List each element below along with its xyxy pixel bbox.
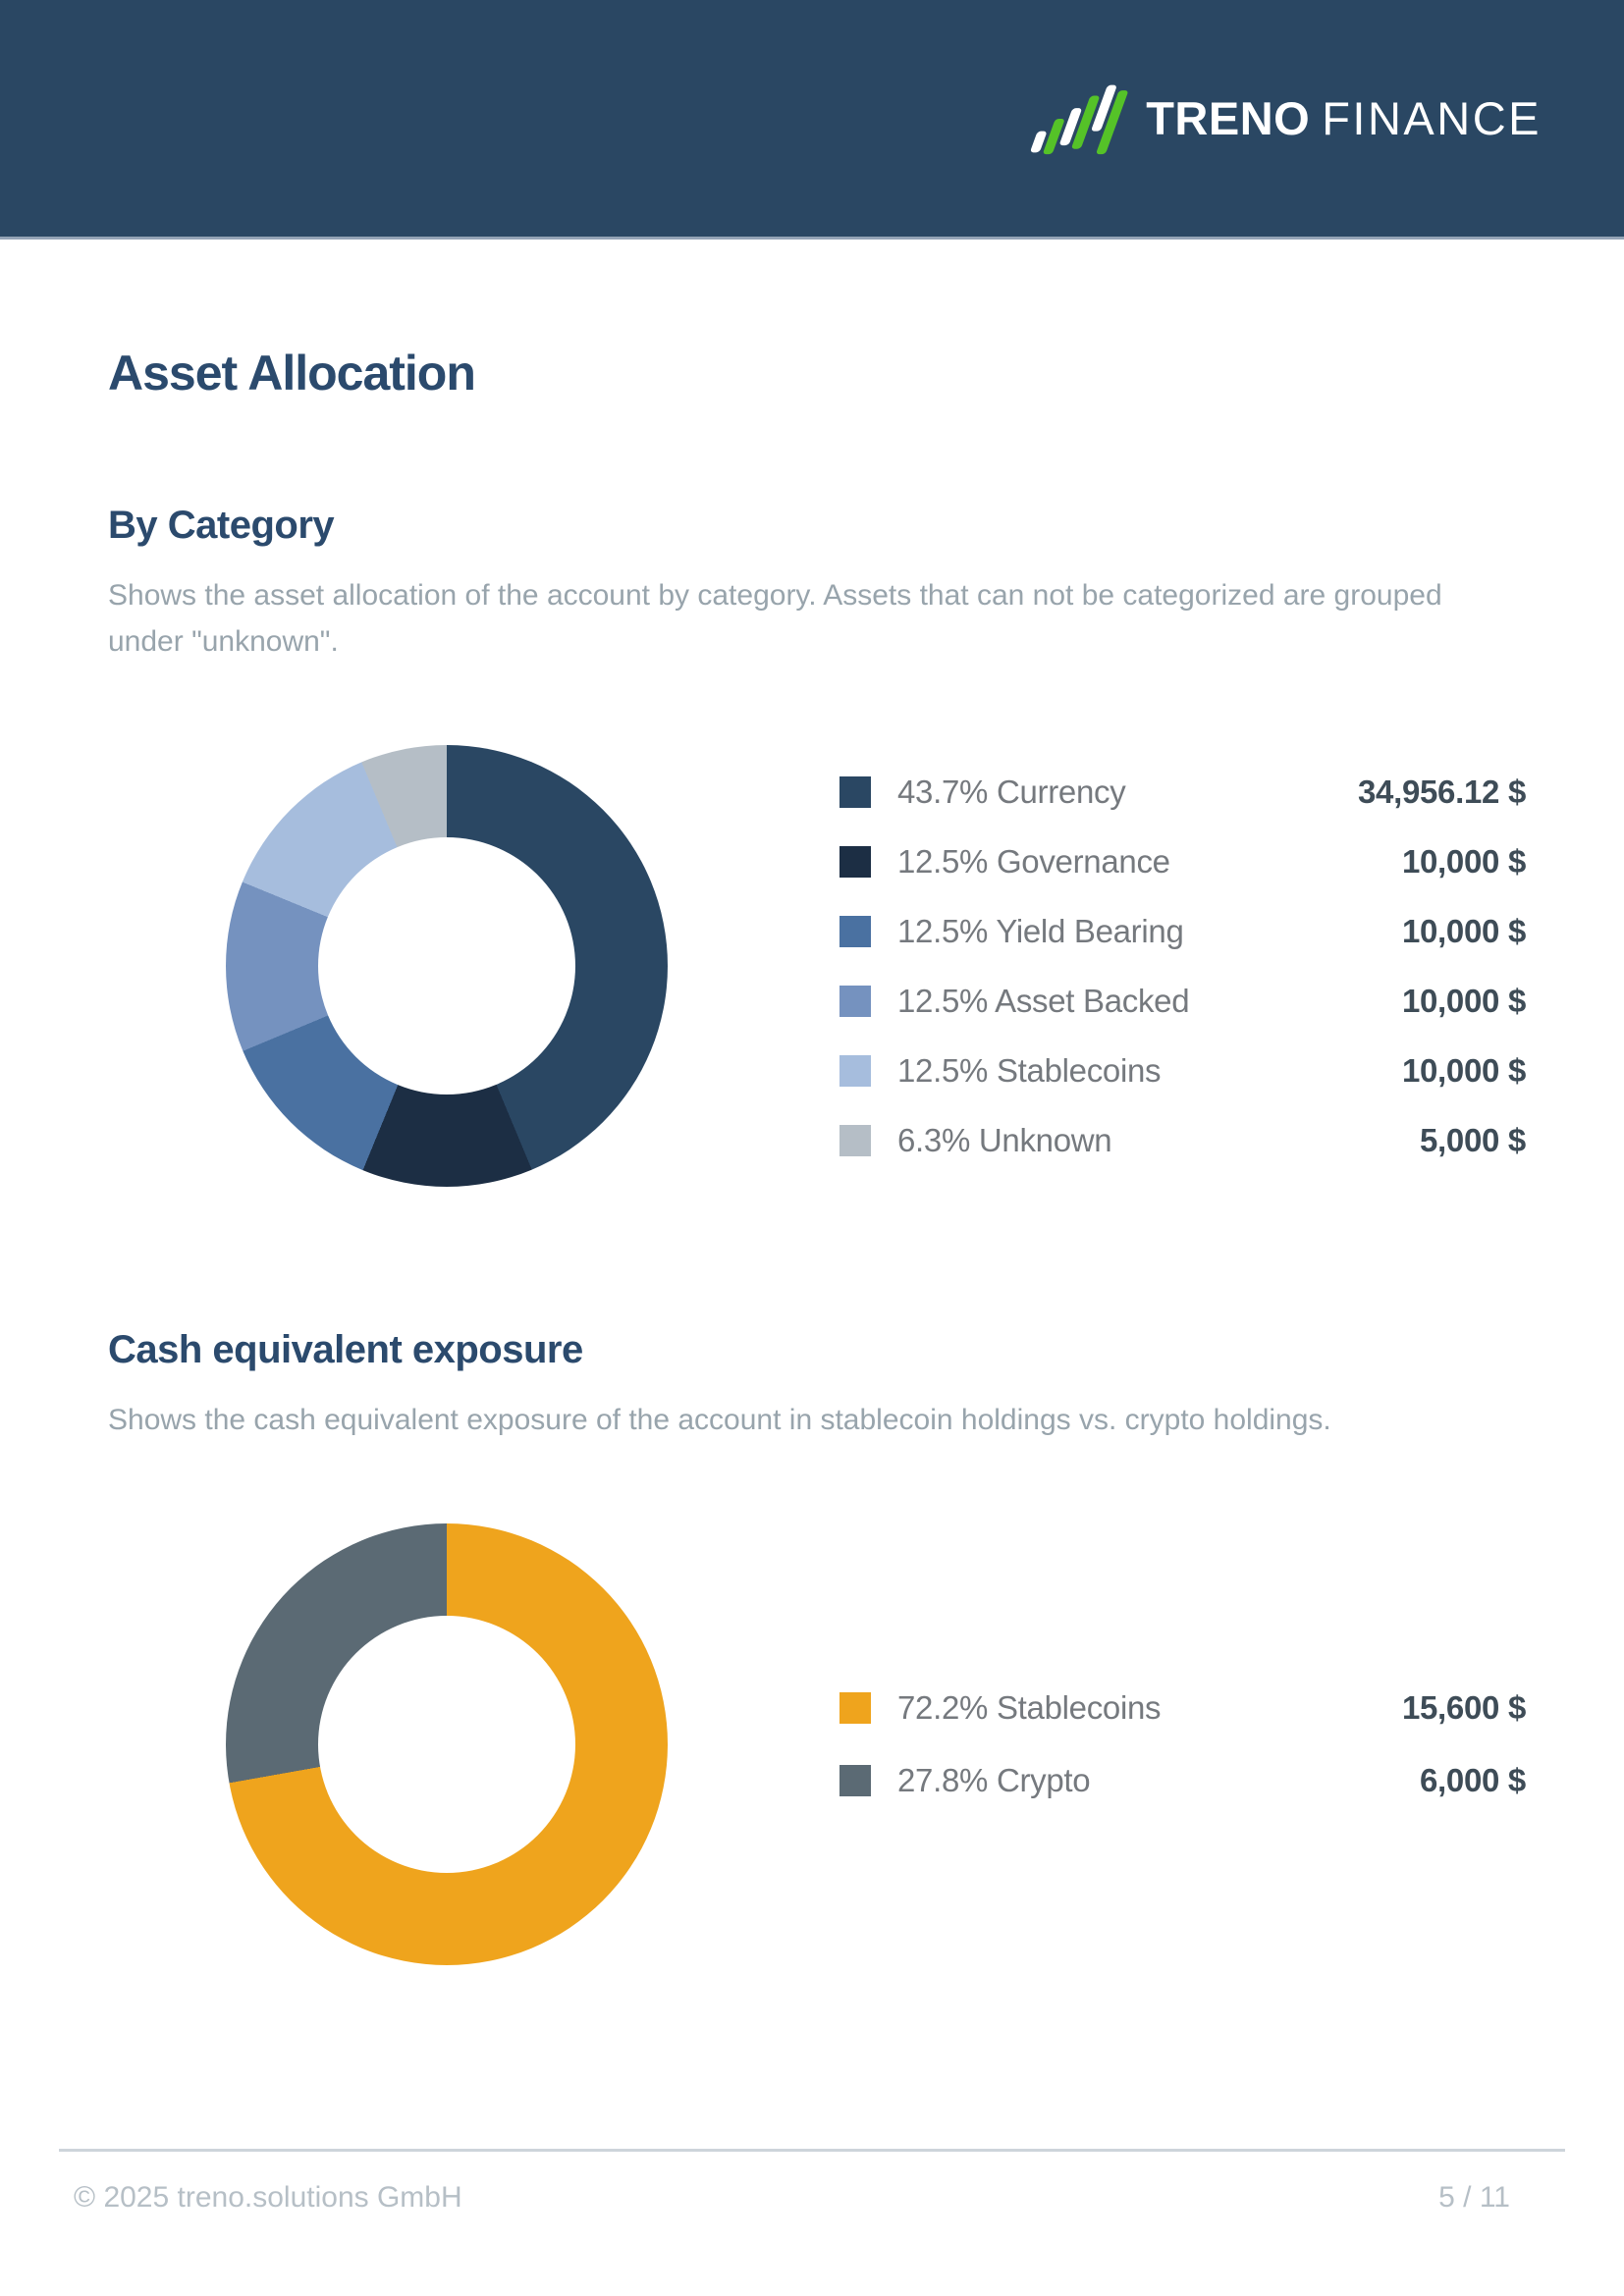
legend-swatch — [839, 986, 871, 1017]
cash-exposure-section — [108, 1324, 1526, 1965]
legend-row — [839, 896, 1526, 966]
cash-exposure-chart-row — [108, 1523, 1526, 1965]
legend-row — [839, 1036, 1526, 1105]
legend-value: 34,956.12 $ — [1357, 773, 1526, 810]
legend-value: 10,000 $ — [1401, 912, 1526, 949]
legend-label: 12.5% Governance — [897, 842, 1170, 880]
cash-exposure-donut-chart — [226, 1523, 668, 1965]
legend-row — [839, 966, 1526, 1036]
legend-row — [839, 1105, 1526, 1175]
by-category-legend — [839, 757, 1526, 1175]
cash-exposure-heading: Cash equivalent exposure — [108, 1328, 583, 1371]
header-bar — [0, 0, 1624, 240]
legend-swatch — [839, 776, 871, 808]
legend-swatch — [839, 1055, 871, 1087]
legend-label: 72.2% Stablecoins — [897, 1689, 1162, 1726]
legend-swatch — [839, 916, 871, 947]
brand-name-light: FINANCE — [1322, 92, 1542, 144]
legend-value: 10,000 $ — [1401, 842, 1526, 880]
legend-swatch — [839, 1125, 871, 1156]
legend-value: 10,000 $ — [1401, 1051, 1526, 1089]
legend-value: 10,000 $ — [1401, 982, 1526, 1019]
legend-value: 6,000 $ — [1419, 1762, 1526, 1798]
page-footer — [59, 2149, 1565, 2215]
brand-logo — [1029, 81, 1542, 156]
brand-name-bold: TRENO — [1146, 92, 1311, 144]
legend-row — [839, 1744, 1526, 1817]
cash-exposure-legend — [839, 1672, 1526, 1817]
legend-value: 15,600 $ — [1401, 1689, 1526, 1726]
legend-label: 12.5% Stablecoins — [897, 1051, 1162, 1089]
page-content — [0, 342, 1624, 1965]
footer-copyright: © 2025 treno.solutions GmbH — [74, 2181, 462, 2214]
by-category-chart-row — [108, 745, 1526, 1187]
legend-label: 6.3% Unknown — [897, 1121, 1112, 1158]
trend-bars-icon — [1029, 81, 1130, 156]
legend-label: 12.5% Asset Backed — [897, 982, 1190, 1019]
page-title: Asset Allocation — [108, 346, 475, 400]
legend-row — [839, 757, 1526, 827]
by-category-heading: By Category — [108, 504, 335, 547]
legend-row — [839, 1672, 1526, 1744]
legend-value: 5,000 $ — [1419, 1121, 1526, 1158]
legend-swatch — [839, 1692, 871, 1724]
cash-exposure-description: Shows the cash equivalent exposure of the account in stablecoin holdings vs. crypto holdings. — [108, 1404, 1331, 1436]
legend-label: 12.5% Yield Bearing — [897, 912, 1184, 949]
footer-page-indicator: 5 / 11 — [1438, 2181, 1510, 2214]
by-category-donut-chart — [226, 745, 668, 1187]
brand-name — [1146, 91, 1542, 145]
legend-swatch — [839, 1765, 871, 1796]
legend-swatch — [839, 846, 871, 878]
by-category-description: Shows the asset allocation of the account by category. Assets that can not be categorized are grouped under "unknown". — [108, 579, 1442, 658]
by-category-section — [108, 500, 1526, 1187]
legend-label: 27.8% Crypto — [897, 1762, 1091, 1798]
legend-row — [839, 827, 1526, 896]
legend-label: 43.7% Currency — [897, 773, 1126, 810]
